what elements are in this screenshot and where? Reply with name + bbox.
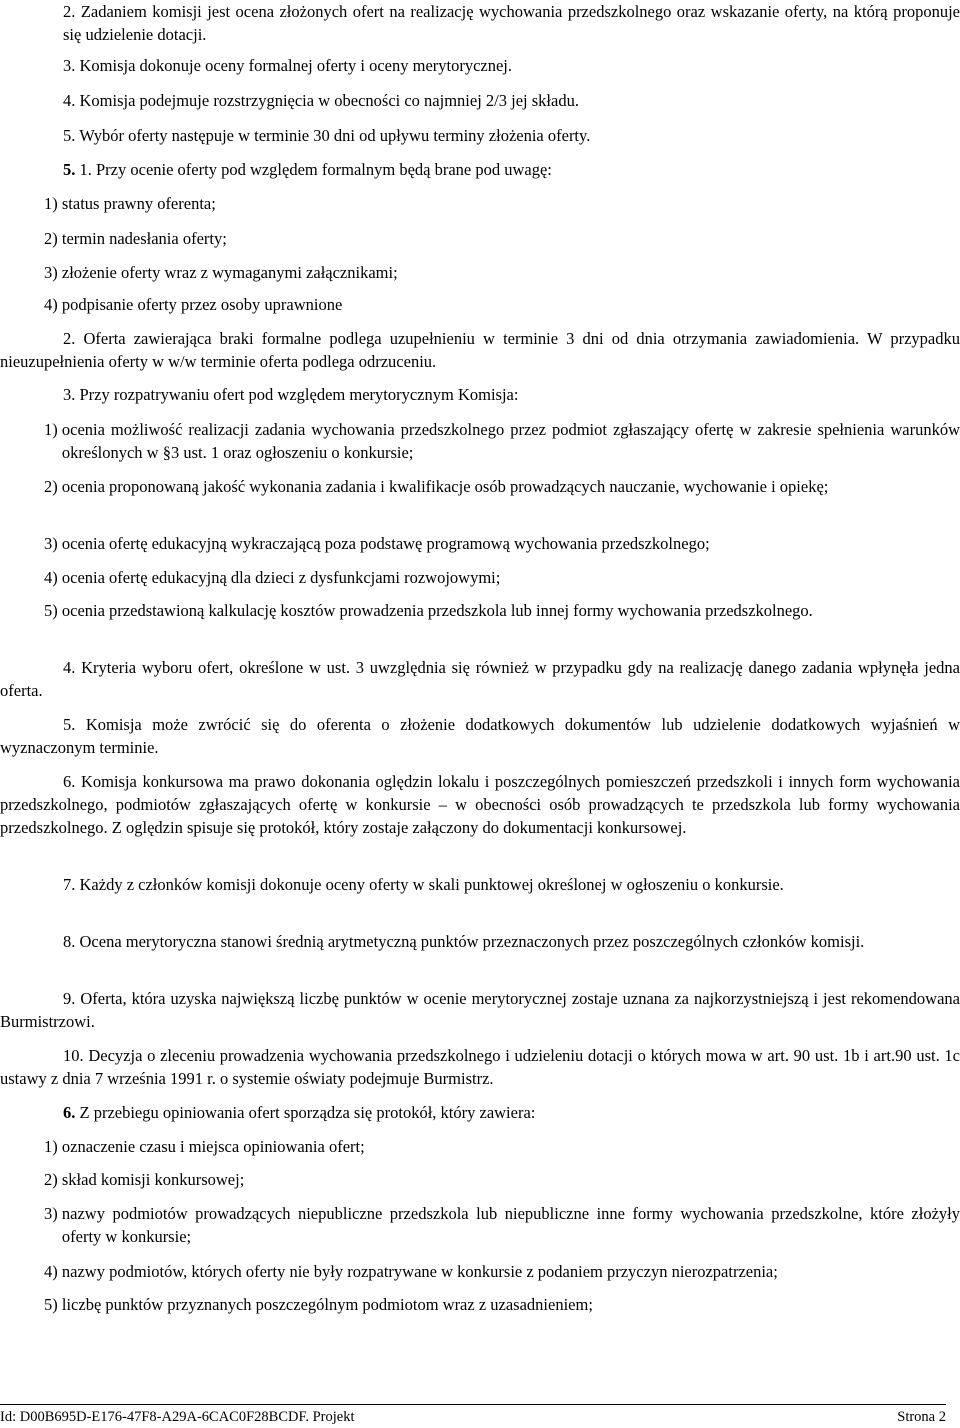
merit-item-4 xyxy=(44,566,960,589)
paragraph-5-wybor: 5. Wybór oferty następuje w terminie 30 dni od upływu terminy złożenia oferty. xyxy=(63,126,591,145)
section-5-point-5: 5. Komisja może zwrócić się do oferenta o złożenie dodatkowych dokumentów lub udzielenie dodatkowych wyjaśnień w wyznaczonym terminie. xyxy=(0,715,960,757)
merit-item-number: 3) xyxy=(44,534,62,553)
merit-item-3 xyxy=(44,532,960,555)
section-5-point-8: 8. Ocena merytoryczna stanowi średnią arytmetyczną punktów przeznaczonych przez poszczególnych członków komisji. xyxy=(63,932,865,951)
protocol-item-text: liczbę punktów przyznanych poszczególnym podmiotom wraz z uzasadnieniem; xyxy=(61,1295,593,1314)
paragraph-text: 2. Zadaniem komisji jest ocena złożonych ofert na realizację wychowania przedszkolnego oraz wskazanie oferty, na którą proponuje się udzielenie dotacji. xyxy=(63,2,960,44)
paragraph-2-zadaniem xyxy=(63,0,960,46)
protocol-item-text: nazwy podmiotów prowadzących niepubliczne przedszkola lub niepubliczne inne formy wychowania przedszkolne, które złożyły oferty w konkursie; xyxy=(61,1204,960,1246)
merit-item-2 xyxy=(44,475,960,498)
section-5-point-6: 6. Komisja konkursowa ma prawo dokonania oględzin lokalu i poszczególnych pomieszczeń przedszkoli i innych form wychowania przedszkolnego, podmiotów zgłaszających ofertę w konkursie – w obecności osób prowadzących te przedszkola lub formy wychowania przedszkolnego. Z oględzin spisuje się protokół, który zostaje załączony do dokumentacji konkursowej. xyxy=(0,772,960,837)
merit-item-text: ocenia możliwość realizacji zadania wychowania przedszkolnego przez podmiot zgłaszający ofertę w zakresie spełnienia warunków określonych w §3 ust. 1 oraz ogłoszeniu o konkursie; xyxy=(61,420,960,462)
section-6-intro-text: Z przebiegu opiniowania ofert sporządza się protokół, który zawiera: xyxy=(79,1103,536,1122)
protocol-item-number: 3) xyxy=(44,1204,62,1223)
merit-item-number: 2) xyxy=(44,477,62,496)
section-5-point-7: 7. Każdy z członków komisji dokonuje oceny oferty w skali punktowej określonej w ogłoszeniu o konkursie. xyxy=(63,875,784,894)
section-5-point-1-text: 1. Przy ocenie oferty pod względem formalnym będą brane pod uwagę: xyxy=(79,160,552,179)
section-5-point-10: 10. Decyzja o zleceniu prowadzenia wychowania przedszkolnego i udzieleniu dotacji o których mowa w art. 90 ust. 1b i art.90 ust. 1c ustawy z dnia 7 września 1991 r. o systemie oświaty podejmuje Burmistrz. xyxy=(0,1046,960,1088)
section-5-point-2: 2. Oferta zawierająca braki formalne podlega uzupełnieniu w terminie 3 dni od dnia otrzymania zawiadomienia. W przypadku nieuzupełnienia oferty w w/w terminie oferta podlega odrzuceniu. xyxy=(0,329,960,371)
merit-item-number: 1) xyxy=(44,420,62,439)
section-5-point-4: 4. Kryteria wyboru ofert, określone w ust. 3 uwzględnia się również w przypadku gdy na realizację danego zadania wpłynęła jedna oferta. xyxy=(0,658,960,700)
paragraph-4-komisja: 4. Komisja podejmuje rozstrzygnięcia w obecności co najmniej 2/3 jej składu. xyxy=(63,91,579,110)
merit-item-text: ocenia ofertę edukacyjną wykraczającą poza podstawę programową wychowania przedszkolnego; xyxy=(61,534,710,553)
merit-item-number: 5) xyxy=(44,601,62,620)
section-5-point-1 xyxy=(63,158,960,181)
protocol-item-5 xyxy=(44,1293,960,1316)
merit-item-text: ocenia proponowaną jakość wykonania zadania i kwalifikacje osób prowadzących nauczanie, wychowanie i opiekę; xyxy=(61,477,829,496)
protocol-item-4 xyxy=(44,1260,960,1283)
section-5-point-3: 3. Przy rozpatrywaniu ofert pod względem merytorycznym Komisja: xyxy=(63,385,519,404)
formal-item-1: 1) status prawny oferenta; xyxy=(44,194,216,213)
merit-item-text: ocenia przedstawioną kalkulację kosztów prowadzenia przedszkola lub innej formy wychowania przedszkolnego. xyxy=(61,601,813,620)
protocol-item-text: oznaczenie czasu i miejsca opiniowania ofert; xyxy=(61,1137,365,1156)
protocol-item-1 xyxy=(44,1135,960,1158)
protocol-item-text: nazwy podmiotów, których oferty nie były rozpatrywane w konkursie z podaniem przyczyn nierozpatrzenia; xyxy=(61,1262,778,1281)
protocol-item-number: 2) xyxy=(44,1170,62,1189)
protocol-item-number: 4) xyxy=(44,1262,62,1281)
merit-item-text: ocenia ofertę edukacyjną dla dzieci z dysfunkcjami rozwojowymi; xyxy=(61,568,501,587)
protocol-item-3 xyxy=(44,1202,960,1248)
formal-item-4: 4) podpisanie oferty przez osoby uprawnione xyxy=(44,295,343,314)
section-6-heading: 6. xyxy=(63,1103,76,1122)
protocol-item-number: 5) xyxy=(44,1295,62,1314)
paragraph-3-komisja: 3. Komisja dokonuje oceny formalnej oferty i oceny merytorycznej. xyxy=(63,56,513,75)
merit-item-5 xyxy=(44,599,960,622)
formal-item-3: 3) złożenie oferty wraz z wymaganymi załącznikami; xyxy=(44,263,398,282)
merit-item-1 xyxy=(44,418,960,464)
footer-document-id: Id: D00B695D-E176-47F8-A29A-6CAC0F28BCDF. Projekt xyxy=(0,1409,355,1425)
footer-page-number: Strona 2 xyxy=(897,1409,946,1425)
section-6-intro xyxy=(63,1101,960,1124)
section-5-heading: 5. xyxy=(63,160,76,179)
merit-item-number: 4) xyxy=(44,568,62,587)
protocol-item-2 xyxy=(44,1168,960,1191)
footer-divider xyxy=(0,1404,946,1405)
formal-item-2: 2) termin nadesłania oferty; xyxy=(44,229,227,248)
section-5-point-9: 9. Oferta, która uzyska największą liczbę punktów w ocenie merytorycznej zostaje uznana za najkorzystniejszą i jest rekomendowana Burmistrzowi. xyxy=(0,989,960,1031)
protocol-item-number: 1) xyxy=(44,1137,62,1156)
protocol-item-text: skład komisji konkursowej; xyxy=(61,1170,245,1189)
